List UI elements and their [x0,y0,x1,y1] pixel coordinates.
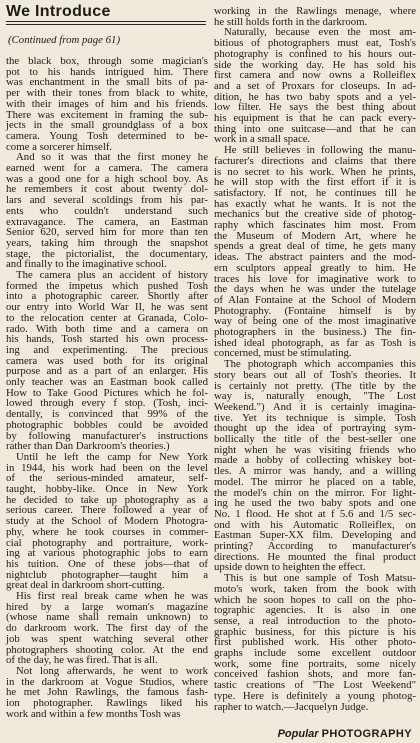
left-column-line: great deal in darkroom short-cutting. [6,579,165,592]
right-column-line: tographic agencies. It is also in one [214,604,416,617]
left-column-line: rado. With both time and a camera on [6,322,208,335]
left-column-line: There was excitement in framing the sub- [6,108,208,121]
right-column-line: which he soon hopes to call on the pho- [214,593,416,606]
left-column-line: he remembers it cost about twenty dol- [6,183,208,196]
left-column-line: per with their tones from black to white, [6,87,208,100]
right-column-line: Eastman Super-XX film. Developing and [214,529,416,542]
left-column-line: camera was used both for its original [6,354,208,367]
right-column-line: he still holds forth in the darkroom. [214,15,368,28]
right-column-line: thing into one suitcase—and that he can [214,122,416,135]
right-column-line: conceived fashion shots, and more fan- [214,668,416,681]
right-column-line: type. Here is definitely a young photog- [214,689,416,702]
right-column-line: he will stop with the first effort if it is [214,176,416,189]
right-column-line: He still believes in following the manu- [224,144,416,157]
left-column-line: in 1944, his work had been on the level [6,461,208,474]
article-headline: We Introduce [6,3,111,20]
right-column-line: tive. Yet its technique is simple. Tosh [214,411,416,424]
right-column-line: model. The mirror he placed on a table, [214,475,416,488]
right-column-line: upside down to heighten the effect. [214,561,366,574]
left-column-line: study at the School of Modern Photogra- [6,515,208,528]
right-column-line: ished ideal photograph, as far as Tosh is [214,336,416,349]
left-column-line: to the relocation center at Granada, Colo- [6,311,208,324]
publication-name: PHOTOGRAPHY [321,728,412,740]
left-column-line: hired by a large woman's magazine [6,600,208,613]
left-column-line: by following manufacturer's instructions [6,429,208,442]
right-column-line: of Alan Fontaine at the School of Modern [214,293,416,306]
right-column-line: Naturally, because even the most am- [224,26,416,39]
right-column-line: ond with his Automatic Rolleiflex, on [214,518,416,531]
right-column-line: has exactly what he wants. It is not the [214,197,416,210]
left-column-line: was a good one for a high school boy. As [6,172,208,185]
headline-rule-top [6,21,206,22]
left-column-line: the black box, through some magician's [6,55,208,67]
right-column-line: first camera and now owns a Rolleiflex [214,69,416,82]
left-column-line: Not long afterwards, he went to work [16,664,208,677]
left-column-line: How to Take Good Pictures which he fol- [6,386,208,399]
right-column-line: thought up the idea of portraying sym- [214,422,416,435]
right-column-line: is certainly not pretty. (The title by the [214,379,416,392]
left-column-line: camera. Young Tosh determined to be- [6,129,208,142]
left-column-line: work and within a few months Tosh was [6,707,181,720]
left-column-line: do darkroom work. The first day of the [6,622,208,635]
left-column-line: in the darkroom at Vogue Studios, where [6,675,208,688]
left-column-line: of the serious-minded amateur, self- [6,472,208,485]
right-column-line: story bears out all of Tosh's theories. It [214,368,416,381]
right-column-line: Photography. (Fontaine himself is by [214,304,416,317]
left-column-line: his tuition. One of these jobs—that of [6,557,208,570]
left-column-line: And so it was that the first money he [16,151,208,164]
right-column-line: printing? According to manufacturer's [214,540,416,552]
right-column-line: ideas. The abstract painters and the mod- [214,251,416,264]
right-column-line: No. 1 flood. He shot at f 5.6 and 1/5 sec- [214,507,416,520]
left-column-line: serious career. There followed a year of [6,504,208,517]
left-column-line: lars and several scoldings from his par- [6,194,208,207]
right-column-line: and a set of Proxars for closeups. In ad- [214,79,416,92]
left-column-line: The camera plus an accident of history [16,269,208,281]
left-column-line: photographers shooting color. At the end [6,643,208,656]
right-column-line: night when he was visiting friends who [214,443,416,456]
left-column-line: with their images of him and his friends. [6,97,208,110]
publication-footer [278,728,412,740]
left-column-line: his hands, Tosh started his own process- [6,333,208,346]
right-column-line: bollically the title of the best-seller one [214,433,416,445]
left-column-line: purpose and as a part of an enlarger. His [6,365,208,378]
right-column-line: the model's chin on the mirror. For light- [214,486,416,499]
left-column-line: nightclub photographer—taught him a [6,568,208,581]
left-column-line: was enchantment in the small bits of pa- [6,76,208,89]
right-column-line: made a hobby of collecting whiskey bot- [214,454,416,467]
headline-rule-bottom [6,24,206,25]
right-column-line: moto's work, taken from the book with [214,582,416,595]
right-column-line: his equipment is that he can pack every- [214,112,416,124]
right-column-line: Weekend.") And it is certainly imagina- [214,400,416,413]
left-column-line: he decided to take up photography as a [6,493,208,506]
continued-from-note: (Continued from page 61) [8,34,121,46]
left-column-line: jects in the small groundglass of a box [6,119,208,132]
right-column-line: sense, a real introduction to the photo- [214,614,416,627]
left-column-line: taught, hobby-like. Once in New York [6,483,208,495]
right-column-line: The photograph which accompanies this [224,358,416,371]
left-column-line: rather than Dan Darkroom's theories.) [6,440,170,453]
left-column-line: (whose name shall remain unknown) to [6,611,208,624]
left-column-line: formed the impetus which pushed Tosh [6,279,208,292]
right-column-line: bitious of photographers must eat, Tosh's [214,37,416,50]
right-column-line: photography is confined to his hours out- [214,47,416,60]
right-column-line: way of being one of the most imaginative [214,315,416,328]
left-column-line: ents who couldn't understand such [6,204,208,217]
right-column-line: tastic creations of "The Lost Weekend" [214,679,416,692]
right-column-line: graphs include some excellent outdoor [214,647,416,659]
publication-prefix: Popular [277,728,319,740]
right-column-line: dition, he has two baby spots and a yel- [214,90,416,103]
left-column-line: ing and experimenting. The precious [6,343,208,356]
right-column-line: raphy which fascinates him most. From [214,219,416,231]
right-column-line: the Museum of Modern Art, where he [214,229,416,242]
right-column-line: mechanics but the creative side of photog- [214,208,416,221]
right-column-line: side the working day. He has sold his [214,58,416,71]
right-column-line: tles. A mirror was handy, and a willing [214,465,416,478]
left-column-line: our entry into World War II, he was sent [6,301,208,314]
left-column-line: earned went for a camera. The camera [6,162,208,174]
left-column-line: lowed through every f stop. (Tosh, inci- [6,397,208,410]
right-column-line: concerned, must be stimulating. [214,347,352,360]
right-column-line: traces his love for imaginative work to [214,272,416,285]
left-column-line: dentally, is convinced that 99% of the [6,408,208,421]
left-column-line: into a photographic career. Shortly after [6,290,208,303]
right-column-line: work, some fine portraits, some nicely [214,657,416,670]
left-column-line: only teacher was an Eastman book called [6,376,208,388]
right-column-line: first published work. His other photo- [214,636,416,649]
left-column-line: extravagance. The camera, an Eastman [6,215,208,228]
left-column-line: photographic bobbles could be avoided [6,418,208,431]
left-column-line: of the day, he was fired. That is all. [6,654,158,667]
right-column-line: This is but one sample of Tosh Matsu- [224,572,416,585]
left-column-line: Until he left the camp for New York [16,450,208,463]
left-column-line: Senior 620, served him for more than ten [6,226,208,239]
left-column-line: His first real break came when he was [16,590,208,602]
left-column-line: ion photographer. Rawlings liked his [6,697,208,709]
right-column-line: satisfactory. If not, he continues till he [214,186,416,199]
left-column-line: phy, where he took courses in commer- [6,525,208,538]
right-column-line: way is, naturally enough, "The Lost [214,390,416,403]
left-column-line: come a sorcerer himself. [6,140,113,153]
right-column-line: ing he used the two baby spots and one [214,497,416,510]
left-column-line: years, taking him through the snapshot [6,236,208,249]
right-column-line: rapher to watch.—Jacquelyn Judge. [214,700,369,713]
right-column-line: graphic business, for this picture is his [214,625,416,638]
right-column-line: ern sculptors appeal greatly to him. He [214,261,416,274]
right-column-line: work in a small space. [214,133,311,146]
left-column-line: he met John Rawlings, the famous fash- [6,686,208,699]
right-column-line: is no secret to his work. When he prints, [214,165,416,178]
left-column-line: stage, the pictorialist, the documentary, [6,247,208,260]
right-column-line: working in the Rawlings menage, where [214,5,416,17]
left-column-line: pot to his hands intrigued him. There [6,65,208,78]
left-column-line: ing at various photographic jobs to earn [6,547,208,560]
right-column-line: directions. He mounted the final product [214,550,416,563]
left-column-line: cial photography and portraiture, work- [6,536,208,549]
right-column-line: low filter. He says the best thing about [214,101,416,114]
right-column-line: photographers in the business.) The fin- [214,326,416,338]
left-column-line: job was spent watching several other [6,632,208,645]
right-column-line: facturer's directions and claims that there [214,154,416,167]
right-column-line: the days when he was under the tutelage [214,283,416,296]
left-column-line: and finally to the imaginative school. [6,258,167,271]
right-column-line: spends a great deal of time, he gets many [214,240,416,253]
